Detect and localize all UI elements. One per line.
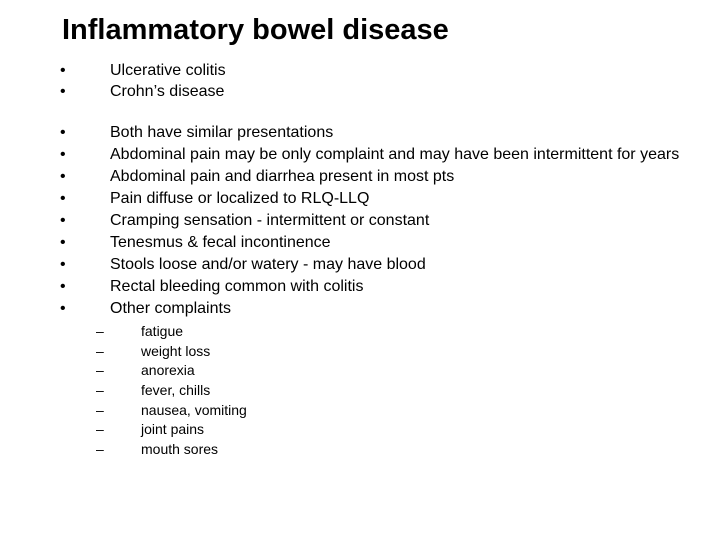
sub-text: weight loss	[141, 342, 211, 359]
sub-list	[0, 323, 728, 461]
sub-marker: –	[96, 382, 104, 399]
bullet-text: Stools loose and/or watery - may have blood	[110, 256, 426, 273]
bullet-marker: •	[60, 83, 66, 100]
sub-item	[0, 421, 728, 441]
bullet-marker: •	[60, 278, 66, 295]
bullet-marker: •	[60, 124, 66, 141]
bullet-item	[0, 235, 728, 251]
sub-text: joint pains	[141, 421, 205, 438]
sub-item	[0, 441, 728, 461]
sub-text: fever, chills	[141, 382, 211, 399]
bullet-item	[0, 191, 728, 207]
sub-item	[0, 323, 728, 343]
slide-title: Inflammatory bowel disease	[62, 14, 449, 46]
bullet-text: Cramping sensation - intermittent or constant	[110, 212, 430, 229]
sub-item	[0, 362, 728, 382]
bullet-marker: •	[60, 62, 66, 79]
sub-marker: –	[96, 441, 104, 458]
bullet-item	[0, 213, 728, 229]
sub-marker: –	[96, 342, 104, 359]
bullet-marker: •	[60, 234, 66, 251]
bullet-text: Rectal bleeding common with colitis	[110, 278, 364, 295]
bullet-text: Crohn’s disease	[110, 83, 225, 100]
sub-text: anorexia	[141, 362, 195, 379]
bullet-text: Pain diffuse or localized to RLQ-LLQ	[110, 190, 370, 207]
bullet-marker: •	[60, 190, 66, 207]
bullet-text: Both have similar presentations	[110, 124, 334, 141]
bullet-item	[0, 257, 728, 273]
sub-item	[0, 402, 728, 422]
sub-marker: –	[96, 362, 104, 379]
bullet-item	[0, 147, 728, 163]
bullet-marker: •	[60, 300, 66, 317]
sub-marker: –	[96, 401, 104, 418]
sub-text: mouth sores	[141, 441, 219, 458]
sub-list-container	[0, 323, 728, 461]
bullet-marker: •	[60, 146, 66, 163]
bullet-text: Tenesmus & fecal incontinence	[110, 234, 331, 251]
bullet-item	[0, 125, 728, 141]
sub-item	[0, 382, 728, 402]
sub-text: nausea, vomiting	[141, 401, 247, 418]
bullet-marker: •	[60, 168, 66, 185]
bullet-item	[0, 169, 728, 185]
bullet-item	[0, 301, 728, 317]
sub-marker: –	[96, 323, 104, 339]
bullet-marker: •	[60, 212, 66, 229]
bullet-text: Abdominal pain may be only complaint and may have been intermittent for years	[110, 146, 680, 163]
bullet-list	[0, 63, 728, 461]
bullet-text: Ulcerative colitis	[110, 62, 226, 79]
bullet-item	[0, 63, 728, 79]
bullet-item	[0, 84, 728, 100]
bullet-item	[0, 279, 728, 295]
bullet-marker: •	[60, 256, 66, 273]
sub-marker: –	[96, 421, 104, 438]
sub-text: fatigue	[141, 323, 184, 339]
bullet-text: Other complaints	[110, 300, 231, 317]
bullet-text: Abdominal pain and diarrhea present in most pts	[110, 168, 455, 185]
sub-item	[0, 343, 728, 363]
